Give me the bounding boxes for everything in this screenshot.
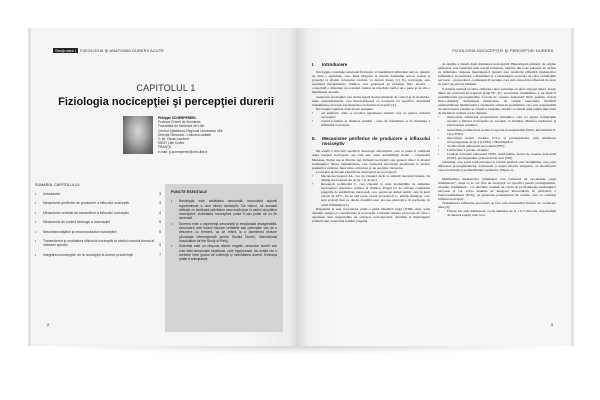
bullet-icon: •: [35, 252, 37, 257]
section-heading: [312, 62, 430, 67]
bullet-text: neutrofilele polinucleare produc la speciei prostaglandine PGE2, interleukina Il-1β şi TNFα;: [447, 127, 556, 136]
key-point: [171, 222, 277, 243]
section-title: Mecanisme periferice de producere a influxului nociceptiv: [322, 136, 430, 147]
running-head-left: [53, 48, 164, 53]
toc-item-text: Integrarea nocicepţiei: de la nocicepţie la durere şi suferinţă: [43, 252, 133, 257]
bullet-text: mastocitele eliberează preponderent histamina, care va agresa terminaţiile axonale a fibrelor nociceptive şi, totodată, va întreţine dilatarea capilarelor şi extravazarea celulelor;: [447, 115, 556, 128]
paragraph: Substanţa, care joacă rolul principal la nivelul periferic este bradikinina, care, prin eliberarea prostaglandinelor, acţionează şi asupra fibrelor simpatice, cu modificarea vasoreactivităţii şi permeabilităţii capilarelor (Figura 1).: [438, 160, 556, 173]
key-point: [171, 244, 277, 261]
author-line: Facultatea de Medicină din Lille: [158, 124, 205, 129]
toc-item[interactable]: [35, 239, 161, 248]
section-number: I.: [312, 62, 315, 67]
key-point-text: Nocicepţia este activitatea neuronală, secundară acţiunii supraliminale a unui stimul nociceptiv. De reţinut, că această definiţie nu limitează activitatea neuronală doar în cadrul circuitelor nociceptive. Activitatea nociceptivă poate fi sau poate să nu fie durerosă.: [179, 199, 277, 221]
paragraph: Transmiterea influxului nociceptiv se face prin intermediul fibrelor de conducere lente [4]:: [438, 201, 556, 210]
paragraph: O leziune tisulară produce eliberarea unor substanţe cu efect algogen direct. Unele dintre ele activează nociceptorii (ionii H+, K+, serotonina, bradikinina...), iar altele îi sensibilizează (prostaglandine, factorii de creştere neuronală NGF, peptide, factori fizico-chimici). Substanţele menţionate, de origine neuronală, modifică permeabilitatea membranară a capilarelor situate în proximitate, care este responsabilă de extravazarea plasmei şi celulelor sanguine, însoţite ca sistem unui număr important de mediatori celulari ori de răspuns:: [438, 86, 556, 116]
toc-item-text: Mecanisme de control fiziologic a nocicepţiei: [43, 220, 110, 225]
bullet-text: Trombocitele eliberează serotonină (5HT);: [447, 143, 505, 148]
bullet-icon: •: [438, 127, 440, 132]
bullet-icon: •: [35, 229, 37, 234]
paragraph: Generarea nocicepţiei este strâns legată de mecanismele de control şi de modulare, unde, neuromediatorii, care interacţionează cu receptorii lor specifici, determină transmiterea, blocarea sau modularea traficului nociceptiv [2].: [312, 94, 430, 107]
author-line: 2, str. Oscar Lambert: [158, 137, 189, 142]
toc-item-text: Introducere: [43, 192, 61, 196]
toc-item[interactable]: [35, 192, 161, 196]
bullet-icon: •: [438, 143, 440, 148]
author-line: Centrul Spitalicesc Regional Universitar Lille: [158, 128, 223, 133]
bullet-item: [312, 119, 430, 127]
bullet-item: [438, 209, 556, 217]
bullet-item: [312, 174, 430, 182]
author-line: Profesor Emerit de Anestezie: [158, 120, 201, 125]
toc-item[interactable]: [35, 220, 161, 224]
bullet-icon: •: [312, 182, 314, 187]
bullet-text: Fibrele Aδ, slab mielinizate, cu un diametru de la 1 la 5 microni, responsabile de durerea rapidă, bine loca-: [447, 209, 556, 218]
bullet-icon: •: [35, 210, 37, 215]
paragraph: Răspunsul le este caracterizat printr-o gamă dinamică largă (WDR, engl. wide dynamic range) şi o specificitate la nocicepţie. Leziunile tisulare provocate de către o agresiune sunt responsabile de activarea nociceptorilor. Alodinia şi hiperalgezia primară sunt consecinţa sciliării pragului: [312, 206, 430, 223]
bullet-item: [312, 111, 430, 119]
bullet-item: [438, 128, 556, 136]
toc-item-text: Mecanisme periferice de producere a influxului nociceptiv: [43, 201, 130, 206]
author-line: FRANŢA: [158, 145, 172, 150]
page-number-right: 3: [550, 322, 553, 327]
author-email: e-mail: p-scherpereel@chru-lille.fr: [158, 149, 208, 154]
bullet-icon: •: [312, 173, 314, 178]
paragraph: Nocicepţia constituie substratul fiziologic al transmiterii influxului nervos, generat de către o agresiune, care, după integrare la nivelul sistemului nervos central şi proiecţie la nivelul cortexului cerebral, va deveni durere [1]. Ea, nocicepţia, este rezultatul mecanismelor chimice, care generează un fenomen fizic, electric – consecinţă a diferenţei de potenţial, indusă de mişcările ionilor de o parte şi de alta a membranei axonale.: [312, 70, 430, 95]
key-points-title: PUNCTE ESENŢIALE: [171, 190, 207, 194]
bullet-text: Celulele Schwann eliberează TNFα, interleukina, factori de creştere neuronală (NGF), prostaglandine şi monoxid de azot (NO).: [447, 152, 556, 161]
bullet-text: Mecanonociceptori Aδ, care nu răspund decât la stimulii mecanici intenşi. Se disting nociceptorii Aδ de tip 1 şi de tip 2.: [321, 173, 430, 182]
key-points-box: [165, 184, 283, 332]
bullet-text: Receptorii polimodali C, care răspund la toate modalităţile de stimulare nociceptive: mecanice, termice şi chimice. Pragul lor de activare comprinde pragurile de sensibilitate dureroasă, care, pentru un stimul termic, este în jurul valorii de 44°C. Pe de altă parte, există nociceptori C, numiţi silenţioşi, care sunt activaţi doar pe durata derulării unor procese patologice, în particular, în cazul inflamaţiei [3].: [321, 182, 430, 207]
bullet-icon: •: [312, 119, 314, 124]
author-photo: [123, 116, 153, 154]
running-head-right: FIZIOLOGIA NOCICEPŢIEI ŞI PERCEPŢIEI DURERII: [452, 48, 553, 53]
toc-item[interactable]: [35, 201, 161, 205]
toc-item-page: 5: [159, 243, 161, 248]
chapter-toc: [35, 183, 161, 262]
key-point-text: Durerea este o experienţă senzorială şi emoţională dezagreabilă, secundară unei leziuni tisulare veritabile sau potenţiale sau de o descriere cu termeni, ca se referă la o asemenea leziune (Asociaţia Internaţională pentru Studiul Durerii, International Association for the Study of Pain).: [179, 221, 277, 243]
bullet-text: macrofagii produc citokina CCL2 şi prostaglandina, prin stimularea ciclooxigenazei de tip 2 (COX2) a fibroblaştilor;: [447, 135, 556, 144]
bullet-item: [312, 182, 430, 207]
bullet-icon: •: [171, 221, 173, 226]
key-point-text: Suferinţa este un răspuns afectiv negativ, secundar durerii sau unei stări emoţionale neplăcute, care îngrijorează. Nu există nici o corelare între gradul de suferinţă şi intensitatea durerii. Suferinţa poate fi anticipativă.: [179, 244, 277, 262]
bullet-icon: •: [35, 239, 37, 244]
bullet-icon: •: [171, 199, 173, 204]
bullet-text: Limfocitele T produc citokine;: [447, 147, 489, 152]
chapter-label: CAPITOLUL 1: [136, 83, 196, 93]
text-column-1: [312, 62, 430, 223]
running-head-title: FIZIOLOGIA ŞI ANATOMIA DURERII ACUTE: [80, 48, 165, 53]
right-page: [298, 28, 574, 346]
toc-title: SUMARUL CAPITOLULUI:: [35, 183, 80, 187]
author-line: 59037 Lille Cedex: [158, 141, 185, 146]
bullet-text: cornul posterior al măduvei spinării - zona de transmitere şi de modulare a influxului nociceptiv.: [321, 119, 430, 128]
paragraph: de apariţie a durerii după stimularea nociceptivă. Hiperalgezia primară, de origine periferică, este rezultatul unei reacţii complexe, identice din toate punctele de vedere cu inflamaţia. Reţeaua hiperalgezică tisulară este rezultatul eliberării mediatorilor inflamaţiei, în particular a histaminei şi a substanţelor secretate de către terminaţiile nervoase – prepondrent, a substanţei P. secreţie, care este consecinţa reflexului de axon cu punct de plecare medular.: [438, 62, 556, 87]
toc-item-page: 7: [159, 252, 161, 257]
toc-item-page: 3: [159, 201, 161, 206]
toc-item[interactable]: [35, 253, 161, 257]
toc-item-text: Neurotransmiţători şi neuromodulatori nociceptivi: [43, 229, 117, 234]
bullet-item: [438, 152, 556, 160]
bullet-icon: •: [35, 201, 37, 206]
section-tag: Secţiunea I: [55, 48, 77, 53]
toc-item[interactable]: [35, 230, 161, 234]
toc-item-page: 5: [159, 229, 161, 234]
paragraph: Nu există o structură specifică, histologic diferenţiată, care ar putea fi calificată drept receptor nociceptiv, aşa cum este cazul sensibilităţii tactile – corpusculii Meissner, Pacini sau ai fibrelor Aβ. Influxul nociceptiv este generat direct la nivelul terminaţiilor libere, nemielinizate, care formează arborizaţii plexiforme la nivelul ţesuturilor cutanate, musculare, articulare şi ale pereţilor viscerelor.: [312, 149, 430, 170]
bullet-icon: •: [312, 110, 314, 115]
toc-item-text: Transmiterea şi modularea influxului nociceptiv la nivelul cornului dorsal al măduvei spinării: [43, 239, 155, 248]
bullet-icon: •: [35, 192, 37, 196]
bullet-icon: •: [438, 209, 440, 214]
section-title: Introducere: [322, 62, 348, 67]
left-page: [28, 28, 298, 346]
author-name: Philippe SCHERPEREEL: [158, 116, 197, 120]
bullet-icon: •: [438, 147, 440, 152]
section-number: II.: [312, 136, 316, 142]
toc-item-text: Mecanisme centrale de transmitere a influxului nociceptiv: [43, 210, 129, 215]
bullet-item: [438, 115, 556, 127]
chapter-title: Fiziologia nocicepţiei şi percepţiei durerii: [58, 96, 274, 108]
bullet-icon: •: [35, 220, 37, 225]
toc-item-page: 4: [159, 210, 161, 215]
paragraph: Nocicepţia cuprinde două nivele esenţiale:: [316, 106, 374, 111]
paragraph: Multitudinea mediatorilor inflamaţiei care formează un aşa-numitu „supă inflamatorie”, după ce se vor fixa de receptorii lor specifici pentru prostaglandine, citokine, bradikinină... vor deschide canalele de calciu de pe membrana terminaţiilor nervoase şi vor activa anumite de integrare intracelulară, în particular, a fosfocreatinkinazei (PCK), cu generarea potenţialului de acţiune, care va constitui influxul nociceptiv.: [438, 176, 556, 201]
section-heading: [312, 136, 430, 146]
author-info: [158, 116, 268, 154]
bullet-text: cel periferic, unde se produce agresiunea tisulară care va genera influxul nociceptiv;: [321, 110, 430, 120]
bullet-item: [438, 136, 556, 144]
bullet-icon: •: [438, 152, 440, 157]
author-line: Direcţia Generală – Uniunea calitate: [158, 132, 211, 137]
book-spread: [28, 28, 574, 346]
key-point: [171, 199, 277, 220]
paragraph: La nivelul pielii sunt identificate două tipuri de nociceptori:: [316, 169, 397, 174]
toc-item-page: 5: [159, 220, 161, 225]
toc-item[interactable]: [35, 211, 161, 215]
text-column-2: [438, 62, 556, 217]
bullet-icon: •: [438, 135, 440, 140]
bullet-icon: •: [171, 244, 173, 249]
page-number-left: 2: [47, 322, 50, 327]
bullet-icon: •: [438, 115, 440, 120]
toc-item-page: 3: [159, 192, 161, 196]
